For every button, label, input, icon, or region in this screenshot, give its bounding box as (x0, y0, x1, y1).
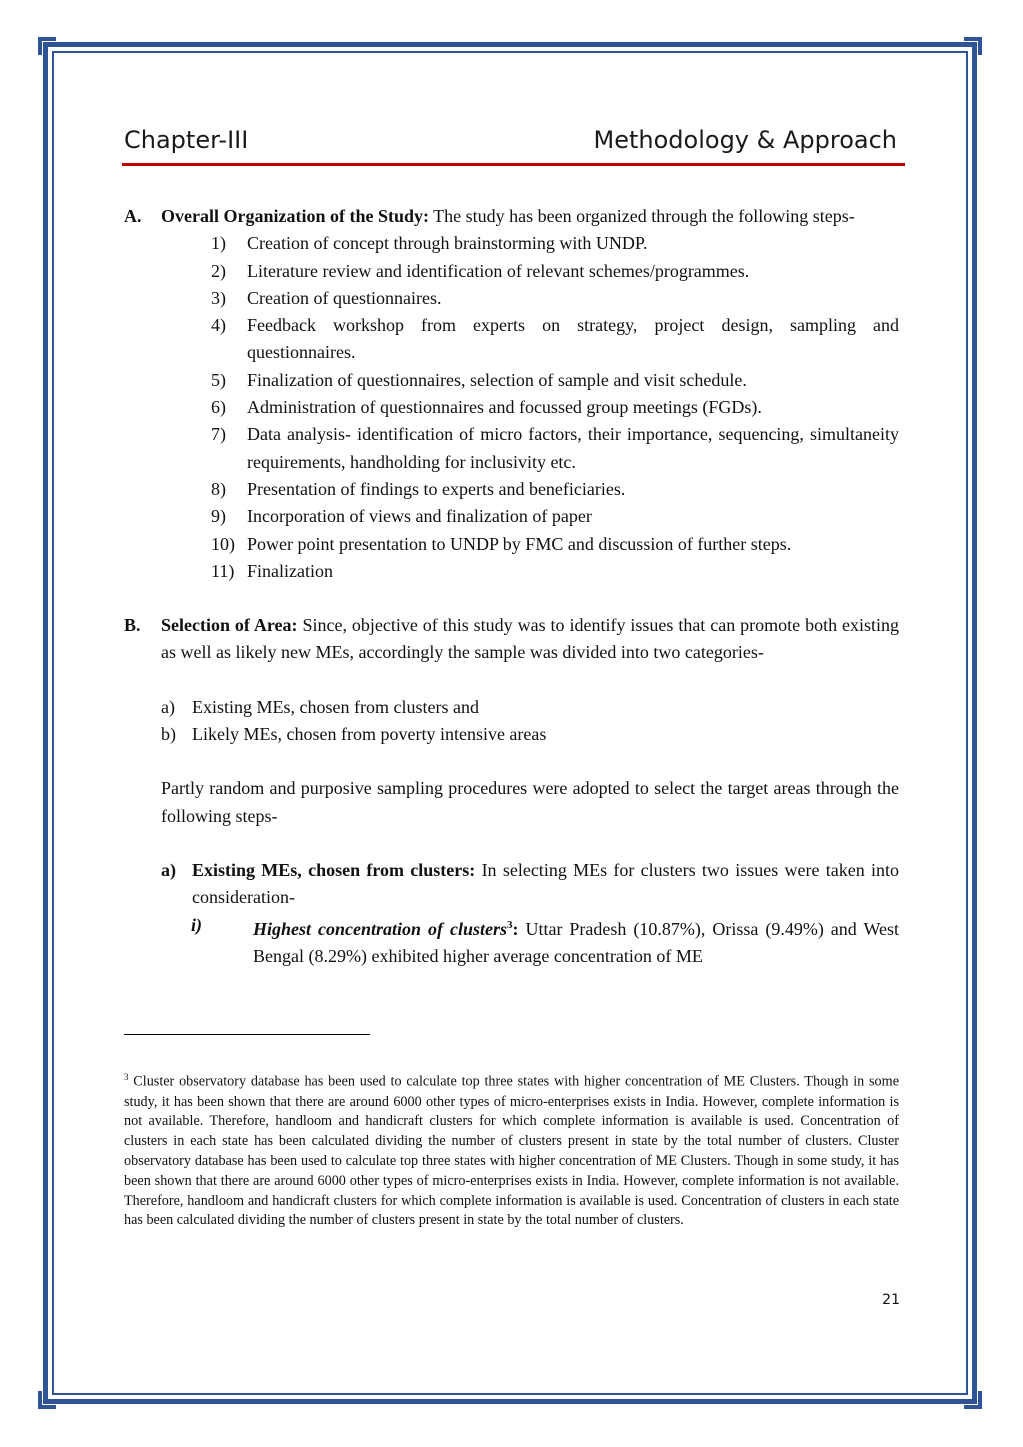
list-number: a) (161, 696, 175, 717)
list-number: 7) (211, 424, 226, 445)
list-number: 4) (211, 315, 226, 336)
section-b-label: B. (124, 615, 141, 636)
list-item (211, 558, 899, 585)
list-text: Presentation of findings to experts and beneficiaries. (247, 478, 626, 499)
border-corner-ornament (964, 37, 982, 55)
list-text: Existing MEs, chosen from clusters and (192, 696, 479, 717)
border-corner-ornament (38, 1391, 56, 1409)
list-item (161, 721, 899, 748)
list-number: 2) (211, 260, 226, 281)
list-number: 9) (211, 506, 226, 527)
subsection-a (161, 857, 899, 912)
list-item (211, 285, 899, 312)
list-number: b) (161, 724, 176, 745)
item-colon: : (512, 918, 519, 939)
subsection-item-i (161, 912, 899, 971)
list-text: Likely MEs, chosen from poverty intensive areas (192, 724, 547, 745)
category-list-wrap (124, 694, 899, 749)
list-text: Literature review and identification of relevant schemes/programmes. (247, 260, 750, 281)
list-item (211, 367, 899, 394)
study-steps-list (124, 230, 899, 585)
list-item (211, 394, 899, 421)
list-text: Finalization (247, 560, 333, 581)
sampling-paragraph (124, 775, 899, 830)
border-corner-ornament (964, 1391, 982, 1409)
list-text: Creation of questionnaires. (247, 287, 442, 308)
paragraph-text: Partly random and purposive sampling procedures were adopted to select the target areas through the following steps- (161, 778, 899, 826)
item-number: i) (191, 914, 202, 935)
list-item (211, 476, 899, 503)
section-a-label: A. (124, 206, 142, 226)
footnote-reference[interactable]: 3 (506, 918, 513, 931)
list-text: Finalization of questionnaires, selection of sample and visit schedule. (247, 369, 747, 390)
footnote (124, 1068, 899, 1231)
list-number: 10) (211, 533, 235, 554)
chapter-title: Methodology & Approach (593, 126, 897, 154)
section-a (124, 203, 899, 230)
list-text: Feedback workshop from experts on strategy, project design, sampling and questionnaires. (247, 315, 899, 363)
list-text: Power point presentation to UNDP by FMC and discussion of further steps. (247, 533, 792, 554)
section-b (124, 612, 899, 667)
footnote-text: Cluster observatory database has been used to calculate top three states with higher concentration of ME Clusters. Though in some study, it has been shown that there are around 6000 other types of micro-enterprises exists in India. However, complete information is not available. Therefore, handloom and handicraft clusters for which complete information is available is used. Concentration of clusters in each state has been calculated dividing the number of clusters present in state by the total number of clusters. Cluster observatory database has been used to calculate top three states with higher concentration of ME Clusters. Though in some study, it has been shown that there are around 6000 other types of micro-enterprises exists in India. However, complete information is not available. Therefore, handloom and handicraft clusters for which complete information is available is used. Concentration of clusters in each state has been calculated dividing the number of clusters present in state by the total number of clusters. (124, 1073, 899, 1229)
item-text: Uttar Pradesh (10.87%), Orissa (9.49%) and West Bengal (8.29%) exhibited higher average concentration of ME (253, 918, 899, 966)
list-number: 1) (211, 233, 226, 254)
subsection-number: a) (161, 859, 176, 880)
page-body (124, 203, 899, 970)
footnote-marker: 3 (124, 1072, 129, 1082)
footnote-separator (124, 1034, 370, 1035)
list-text: Administration of questionnaires and focussed group meetings (FGDs). (247, 397, 762, 418)
list-text: Incorporation of views and finalization of paper (247, 506, 592, 527)
list-item (211, 312, 899, 367)
section-b-title: Selection of Area: (161, 615, 298, 636)
list-number: 3) (211, 287, 226, 308)
list-number: 8) (211, 478, 226, 499)
list-item (211, 230, 899, 257)
section-a-intro: The study has been organized through the following steps- (429, 206, 855, 226)
chapter-label: Chapter-III (124, 126, 249, 154)
subsection-title: Existing MEs, chosen from clusters: (192, 859, 476, 880)
section-b-intro: Since, objective of this study was to identify issues that can promote both existing as well as likely new MEs, accordingly the sample was divided into two categories- (161, 615, 900, 663)
list-item (211, 531, 899, 558)
category-list (161, 694, 899, 749)
header-divider (122, 163, 905, 166)
page-number: 21 (882, 1292, 900, 1308)
page-header (124, 124, 905, 160)
list-number: 11) (211, 560, 235, 581)
list-item (211, 421, 899, 476)
item-title: Highest concentration of clusters (253, 918, 507, 939)
list-item (211, 258, 899, 285)
list-item (211, 503, 899, 530)
list-number: 6) (211, 397, 226, 418)
list-text: Creation of concept through brainstorming with UNDP. (247, 233, 648, 254)
border-corner-ornament (38, 37, 56, 55)
subsection-a-wrap (124, 857, 899, 970)
list-number: 5) (211, 369, 226, 390)
section-a-title: Overall Organization of the Study: (161, 206, 429, 226)
list-item (161, 694, 899, 721)
subsection-text: In selecting MEs for clusters two issues were taken into consideration- (192, 859, 899, 908)
list-text: Data analysis- identification of micro factors, their importance, sequencing, simultaneity requirements, handholding for inclusivity etc. (247, 424, 899, 472)
